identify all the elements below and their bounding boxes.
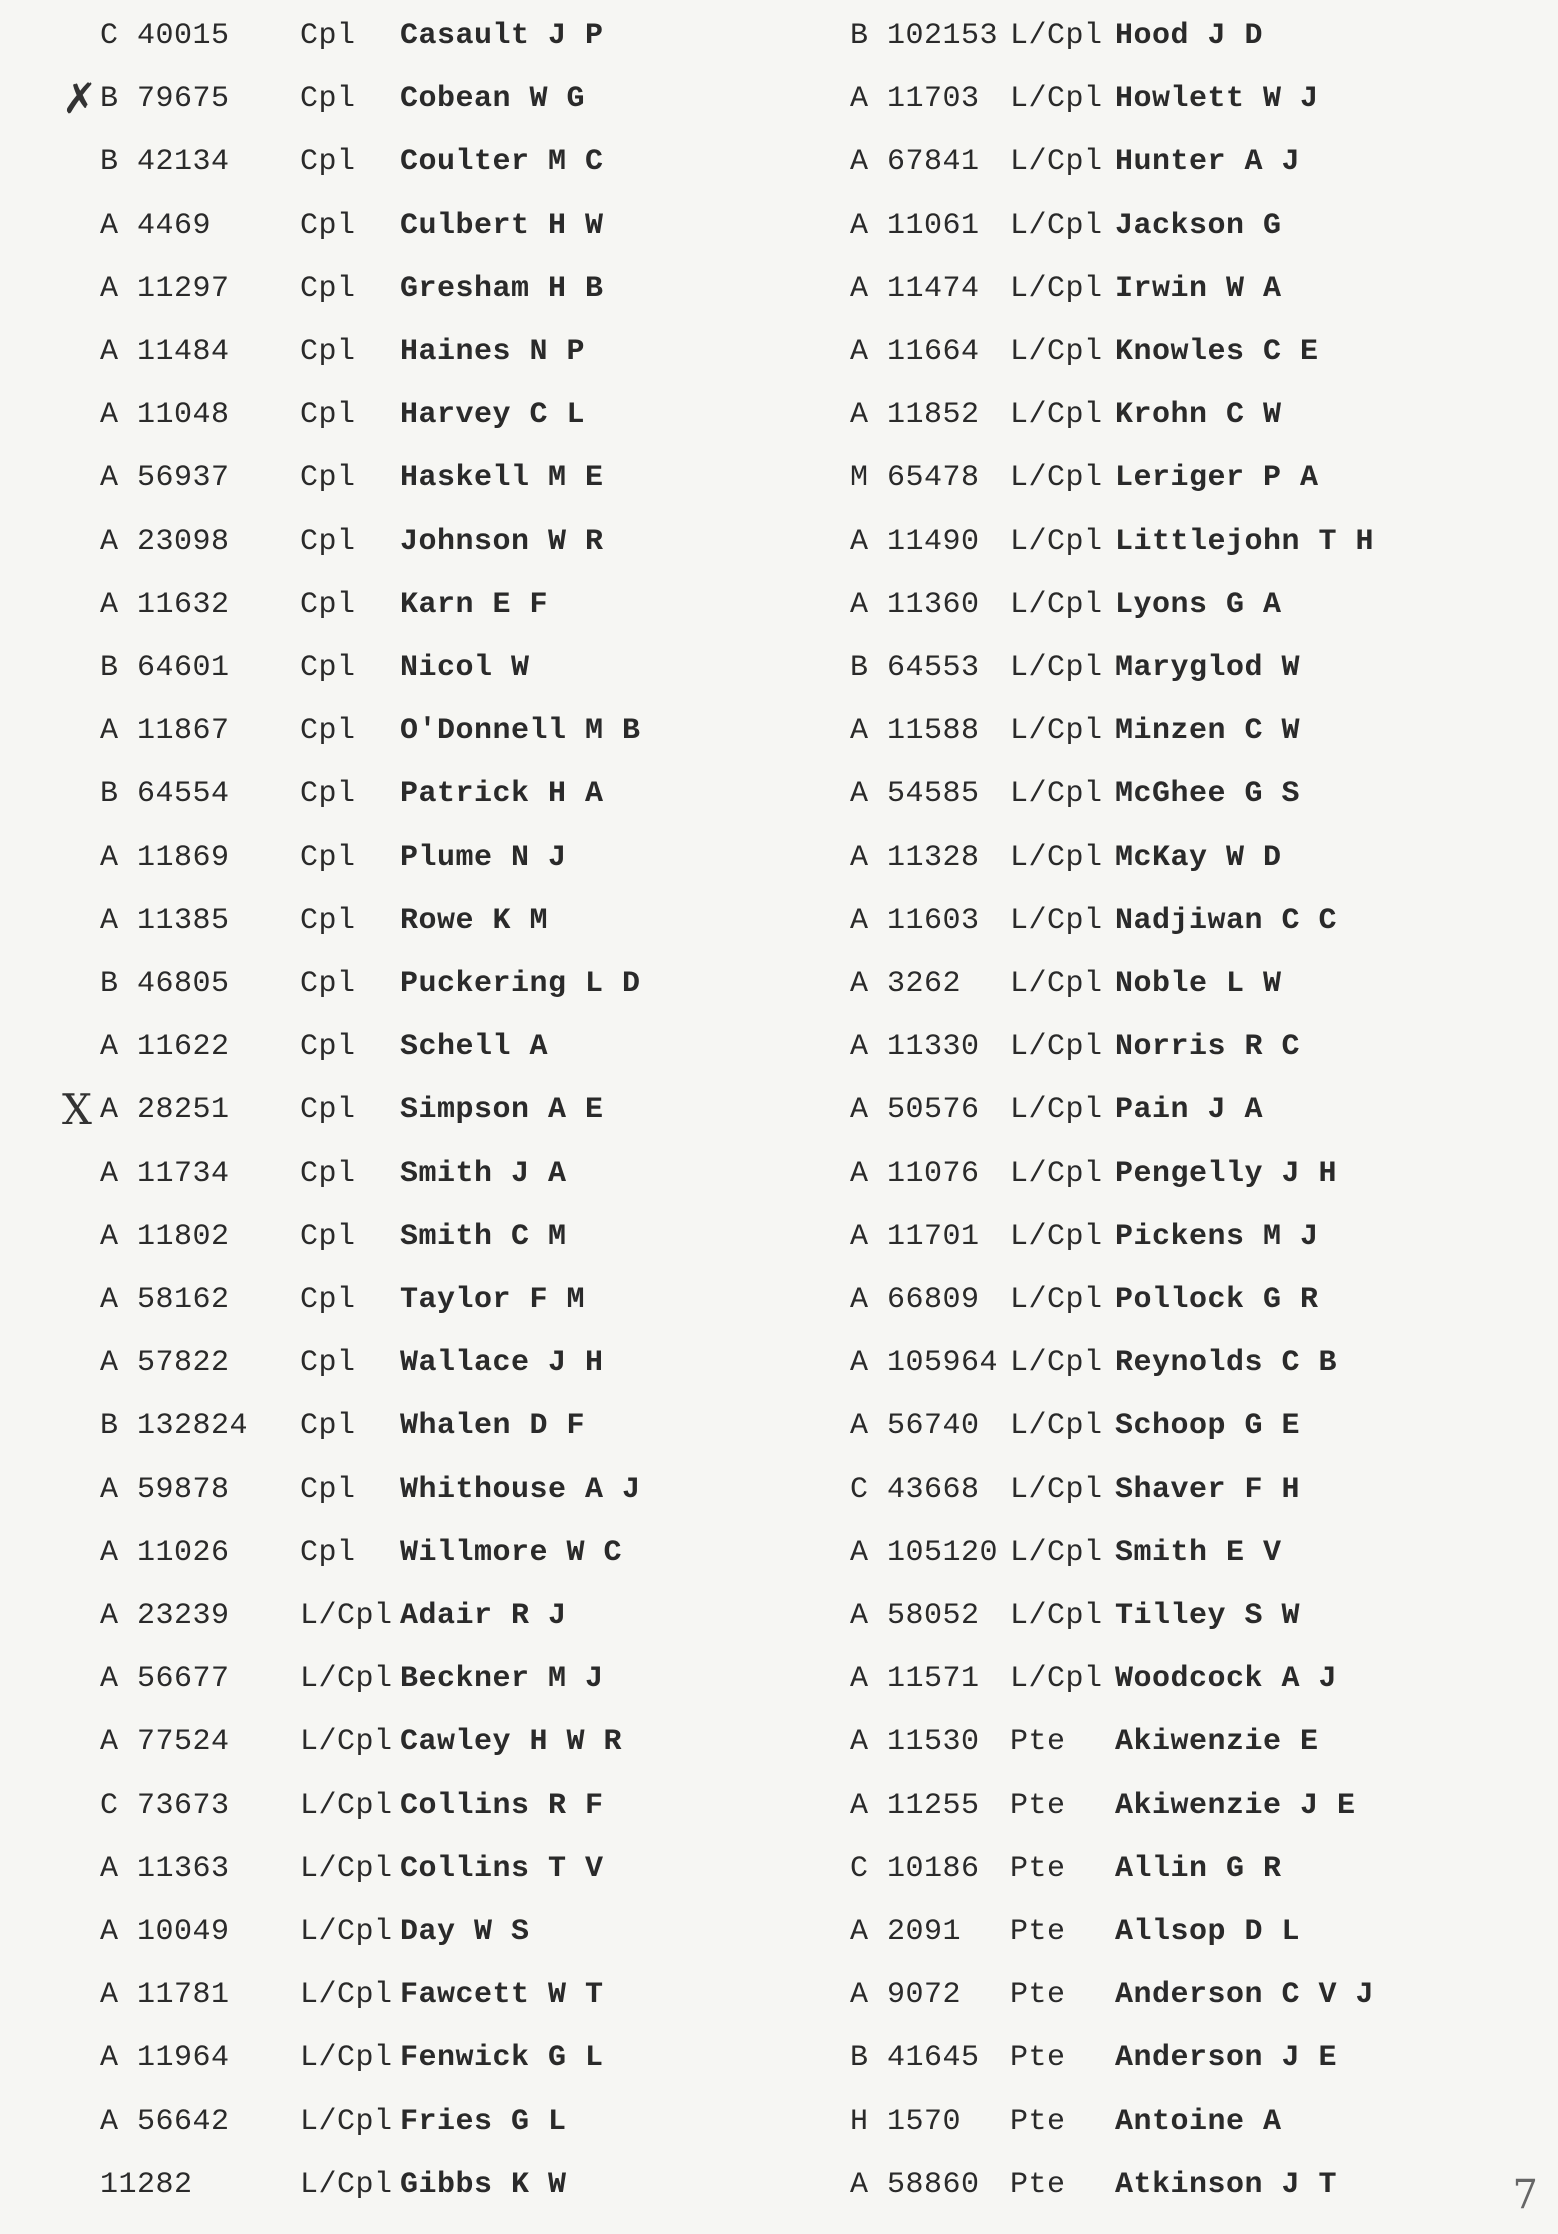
- soldier-name: Nadjiwan C C: [1115, 903, 1338, 938]
- rank: Cpl: [300, 82, 356, 117]
- service-number: B 64553: [850, 651, 980, 685]
- soldier-name: Fawcett W T: [400, 1978, 604, 2013]
- rank: Cpl: [300, 271, 356, 306]
- service-number: A 11802: [100, 1219, 230, 1254]
- rank: Cpl: [300, 777, 356, 812]
- service-number: C 73673: [100, 1788, 230, 1823]
- service-number: A 66809: [850, 1283, 980, 1317]
- rank: L/Cpl: [1010, 1093, 1103, 1128]
- rank: L/Cpl: [1010, 398, 1103, 433]
- rank: L/Cpl: [300, 1851, 393, 1886]
- rank: L/Cpl: [300, 1599, 393, 1633]
- service-number: A 11048: [100, 398, 230, 433]
- rank: L/Cpl: [1010, 19, 1103, 53]
- soldier-name: Gibbs K W: [400, 2167, 567, 2202]
- rank: L/Cpl: [1010, 145, 1103, 180]
- service-number: A 11026: [100, 1535, 230, 1570]
- rank: L/Cpl: [1010, 1472, 1103, 1507]
- soldier-name: Hunter A J: [1115, 145, 1301, 180]
- service-number: A 57822: [100, 1346, 230, 1381]
- rank: L/Cpl: [1010, 1409, 1103, 1444]
- soldier-name: Day W S: [400, 1915, 530, 1949]
- soldier-name: Collins R F: [400, 1788, 604, 1823]
- soldier-name: Gresham H B: [400, 271, 604, 306]
- service-number: A 11588: [850, 714, 980, 749]
- soldier-name: Tilley S W: [1115, 1599, 1301, 1633]
- rank: L/Cpl: [1010, 1599, 1103, 1633]
- soldier-name: Akiwenzie J E: [1115, 1788, 1356, 1823]
- rank: L/Cpl: [300, 1978, 393, 2013]
- rank: L/Cpl: [1010, 651, 1103, 685]
- rank: L/Cpl: [1010, 1662, 1103, 1697]
- service-number: A 11255: [850, 1788, 980, 1823]
- soldier-name: Harvey C L: [400, 398, 586, 433]
- service-number: A 9072: [850, 1978, 962, 2013]
- soldier-name: Collins T V: [400, 1851, 604, 1886]
- rank: Cpl: [300, 1346, 356, 1381]
- service-number: C 40015: [100, 19, 230, 53]
- soldier-name: Whithouse A J: [400, 1472, 641, 1507]
- rank: Cpl: [300, 1156, 356, 1191]
- service-number: A 11530: [850, 1725, 980, 1760]
- soldier-name: Pollock G R: [1115, 1283, 1319, 1317]
- service-number: A 11734: [100, 1156, 230, 1191]
- service-number: A 3262: [850, 967, 962, 1001]
- rank: L/Cpl: [1010, 1346, 1103, 1381]
- rank: L/Cpl: [1010, 335, 1103, 369]
- rank: Cpl: [300, 967, 356, 1001]
- soldier-name: Beckner M J: [400, 1662, 604, 1697]
- soldier-name: Reynolds C B: [1115, 1346, 1338, 1381]
- handwritten-mark: ✗: [62, 74, 98, 124]
- service-number: A 59878: [100, 1472, 230, 1507]
- service-number: A 11297: [100, 271, 230, 306]
- service-number: A 56677: [100, 1662, 230, 1697]
- service-number: A 4469: [100, 208, 212, 243]
- service-number: B 132824: [100, 1409, 249, 1444]
- service-number: A 11484: [100, 335, 230, 369]
- soldier-name: Atkinson J T: [1115, 2167, 1338, 2202]
- service-number: B 42134: [100, 145, 230, 180]
- service-number: A 11603: [850, 903, 980, 938]
- rank: Cpl: [300, 1472, 356, 1507]
- service-number: A 23098: [100, 524, 230, 559]
- rank: Cpl: [300, 335, 356, 369]
- soldier-name: Hood J D: [1115, 19, 1264, 53]
- service-number: A 11867: [100, 714, 230, 749]
- service-number: A 11571: [850, 1662, 980, 1697]
- soldier-name: Noble L W: [1115, 967, 1282, 1001]
- soldier-name: Lyons G A: [1115, 587, 1282, 622]
- rank: L/Cpl: [1010, 271, 1103, 306]
- soldier-name: Minzen C W: [1115, 714, 1301, 749]
- rank: L/Cpl: [300, 1788, 393, 1823]
- service-number: A 50576: [850, 1093, 980, 1128]
- soldier-name: Cobean W G: [400, 82, 586, 117]
- service-number: A 10049: [100, 1915, 230, 1949]
- rank: Pte: [1010, 2167, 1066, 2202]
- soldier-name: Leriger P A: [1115, 461, 1319, 496]
- service-number: C 43668: [850, 1472, 980, 1507]
- service-number: B 64554: [100, 777, 230, 812]
- rank: L/Cpl: [1010, 461, 1103, 496]
- rank: L/Cpl: [1010, 524, 1103, 559]
- rank: Cpl: [300, 714, 356, 749]
- rank: L/Cpl: [1010, 840, 1103, 875]
- service-number: A 67841: [850, 145, 980, 180]
- soldier-name: Wallace J H: [400, 1346, 604, 1381]
- service-number: A 11703: [850, 82, 980, 117]
- soldier-name: Pickens M J: [1115, 1219, 1319, 1254]
- service-number: A 56937: [100, 461, 230, 496]
- rank: L/Cpl: [1010, 208, 1103, 243]
- service-number: B 102153: [850, 19, 999, 53]
- rank: L/Cpl: [1010, 1283, 1103, 1317]
- soldier-name: Smith C M: [400, 1219, 567, 1254]
- soldier-name: Johnson W R: [400, 524, 604, 559]
- service-number: A 11330: [850, 1030, 980, 1065]
- soldier-name: Schoop G E: [1115, 1409, 1301, 1444]
- service-number: 11282: [100, 2167, 193, 2202]
- rank: Pte: [1010, 2104, 1066, 2139]
- soldier-name: Nicol W: [400, 651, 530, 685]
- soldier-name: Maryglod W: [1115, 651, 1301, 685]
- service-number: A 54585: [850, 777, 980, 812]
- service-number: A 11490: [850, 524, 980, 559]
- service-number: C 10186: [850, 1851, 980, 1886]
- service-number: A 11385: [100, 903, 230, 938]
- rank: Cpl: [300, 19, 356, 53]
- service-number: A 58162: [100, 1283, 230, 1317]
- rank: Pte: [1010, 1725, 1066, 1760]
- service-number: A 11964: [100, 2041, 230, 2076]
- rank: Cpl: [300, 1283, 356, 1317]
- soldier-name: Anderson C V J: [1115, 1978, 1375, 2013]
- rank: L/Cpl: [1010, 1030, 1103, 1065]
- rank: Pte: [1010, 2041, 1066, 2076]
- rank: Cpl: [300, 1535, 356, 1570]
- service-number: A 58052: [850, 1599, 980, 1633]
- soldier-name: Karn E F: [400, 587, 549, 622]
- service-number: A 11622: [100, 1030, 230, 1065]
- soldier-name: Smith J A: [400, 1156, 567, 1191]
- soldier-name: Taylor F M: [400, 1283, 586, 1317]
- soldier-name: Coulter M C: [400, 145, 604, 180]
- soldier-name: Plume N J: [400, 840, 567, 875]
- service-number: A 2091: [850, 1915, 962, 1949]
- service-number: A 23239: [100, 1599, 230, 1633]
- rank: L/Cpl: [1010, 714, 1103, 749]
- soldier-name: Puckering L D: [400, 967, 641, 1001]
- service-number: A 77524: [100, 1725, 230, 1760]
- soldier-name: Fenwick G L: [400, 2041, 604, 2076]
- soldier-name: Schell A: [400, 1030, 549, 1065]
- soldier-name: Littlejohn T H: [1115, 524, 1375, 559]
- soldier-name: Patrick H A: [400, 777, 604, 812]
- rank: Cpl: [300, 587, 356, 622]
- soldier-name: Woodcock A J: [1115, 1662, 1338, 1697]
- service-number: A 11664: [850, 335, 980, 369]
- service-number: A 11701: [850, 1219, 980, 1254]
- soldier-name: Howlett W J: [1115, 82, 1319, 117]
- handwritten-mark: X: [62, 1085, 93, 1135]
- rank: Cpl: [300, 903, 356, 938]
- service-number: H 1570: [850, 2104, 962, 2139]
- rank: Cpl: [300, 524, 356, 559]
- soldier-name: Whalen D F: [400, 1409, 586, 1444]
- soldier-name: Anderson J E: [1115, 2041, 1338, 2076]
- service-number: A 105964: [850, 1346, 999, 1381]
- service-number: A 11076: [850, 1156, 980, 1191]
- rank: Cpl: [300, 1093, 356, 1128]
- service-number: A 56642: [100, 2104, 230, 2139]
- soldier-name: Adair R J: [400, 1599, 567, 1633]
- rank: Pte: [1010, 1915, 1066, 1949]
- rank: L/Cpl: [1010, 587, 1103, 622]
- rank: Cpl: [300, 145, 356, 180]
- rank: L/Cpl: [1010, 903, 1103, 938]
- rank: L/Cpl: [1010, 967, 1103, 1001]
- rank: L/Cpl: [300, 2167, 393, 2202]
- service-number: A 56740: [850, 1409, 980, 1444]
- soldier-name: Haskell M E: [400, 461, 604, 496]
- rank: Cpl: [300, 398, 356, 433]
- soldier-name: Rowe K M: [400, 903, 549, 938]
- service-number: B 64601: [100, 651, 230, 685]
- service-number: A 11852: [850, 398, 980, 433]
- service-number: A 11328: [850, 840, 980, 875]
- service-number: A 11363: [100, 1851, 230, 1886]
- service-number: A 11781: [100, 1978, 230, 2013]
- soldier-name: Allin G R: [1115, 1851, 1282, 1886]
- soldier-name: Shaver F H: [1115, 1472, 1301, 1507]
- soldier-name: Pengelly J H: [1115, 1156, 1338, 1191]
- soldier-name: McGhee G S: [1115, 777, 1301, 812]
- soldier-name: Haines N P: [400, 335, 586, 369]
- soldier-name: Antoine A: [1115, 2104, 1282, 2139]
- rank: L/Cpl: [300, 2041, 393, 2076]
- rank: L/Cpl: [1010, 1535, 1103, 1570]
- service-number: B 46805: [100, 967, 230, 1001]
- rank: Pte: [1010, 1788, 1066, 1823]
- soldier-name: Jackson G: [1115, 208, 1282, 243]
- service-number: A 11474: [850, 271, 980, 306]
- service-number: B 79675: [100, 82, 230, 117]
- rank: Pte: [1010, 1851, 1066, 1886]
- rank: L/Cpl: [1010, 82, 1103, 117]
- service-number: A 11061: [850, 208, 980, 243]
- soldier-name: Akiwenzie E: [1115, 1725, 1319, 1760]
- soldier-name: Culbert H W: [400, 208, 604, 243]
- soldier-name: Norris R C: [1115, 1030, 1301, 1065]
- service-number: A 58860: [850, 2167, 980, 2202]
- soldier-name: Willmore W C: [400, 1535, 623, 1570]
- rank: Cpl: [300, 651, 356, 685]
- soldier-name: McKay W D: [1115, 840, 1282, 875]
- soldier-name: Cawley H W R: [400, 1725, 623, 1760]
- service-number: A 28251: [100, 1093, 230, 1128]
- rank: Cpl: [300, 461, 356, 496]
- rank: Cpl: [300, 1219, 356, 1254]
- rank: L/Cpl: [1010, 1156, 1103, 1191]
- rank: L/Cpl: [300, 2104, 393, 2139]
- soldier-name: Fries G L: [400, 2104, 567, 2139]
- soldier-name: Casault J P: [400, 19, 604, 53]
- soldier-name: Pain J A: [1115, 1093, 1264, 1128]
- rank: Cpl: [300, 208, 356, 243]
- soldier-name: O'Donnell M B: [400, 714, 641, 749]
- rank: L/Cpl: [300, 1662, 393, 1697]
- rank: L/Cpl: [300, 1915, 393, 1949]
- rank: L/Cpl: [1010, 777, 1103, 812]
- soldier-name: Allsop D L: [1115, 1915, 1301, 1949]
- soldier-name: Krohn C W: [1115, 398, 1282, 433]
- rank: L/Cpl: [1010, 1219, 1103, 1254]
- service-number: A 105120: [850, 1535, 999, 1570]
- rank: Cpl: [300, 1030, 356, 1065]
- soldier-name: Simpson A E: [400, 1093, 604, 1128]
- service-number: B 41645: [850, 2041, 980, 2076]
- service-number: A 11632: [100, 587, 230, 622]
- service-number: M 65478: [850, 461, 980, 496]
- rank: Cpl: [300, 1409, 356, 1444]
- page-number: 7: [1512, 2172, 1538, 2218]
- soldier-name: Smith E V: [1115, 1535, 1282, 1570]
- rank: L/Cpl: [300, 1725, 393, 1760]
- rank: Cpl: [300, 840, 356, 875]
- soldier-name: Irwin W A: [1115, 271, 1282, 306]
- service-number: A 11360: [850, 587, 980, 622]
- rank: Pte: [1010, 1978, 1066, 2013]
- service-number: A 11869: [100, 840, 230, 875]
- soldier-name: Knowles C E: [1115, 335, 1319, 369]
